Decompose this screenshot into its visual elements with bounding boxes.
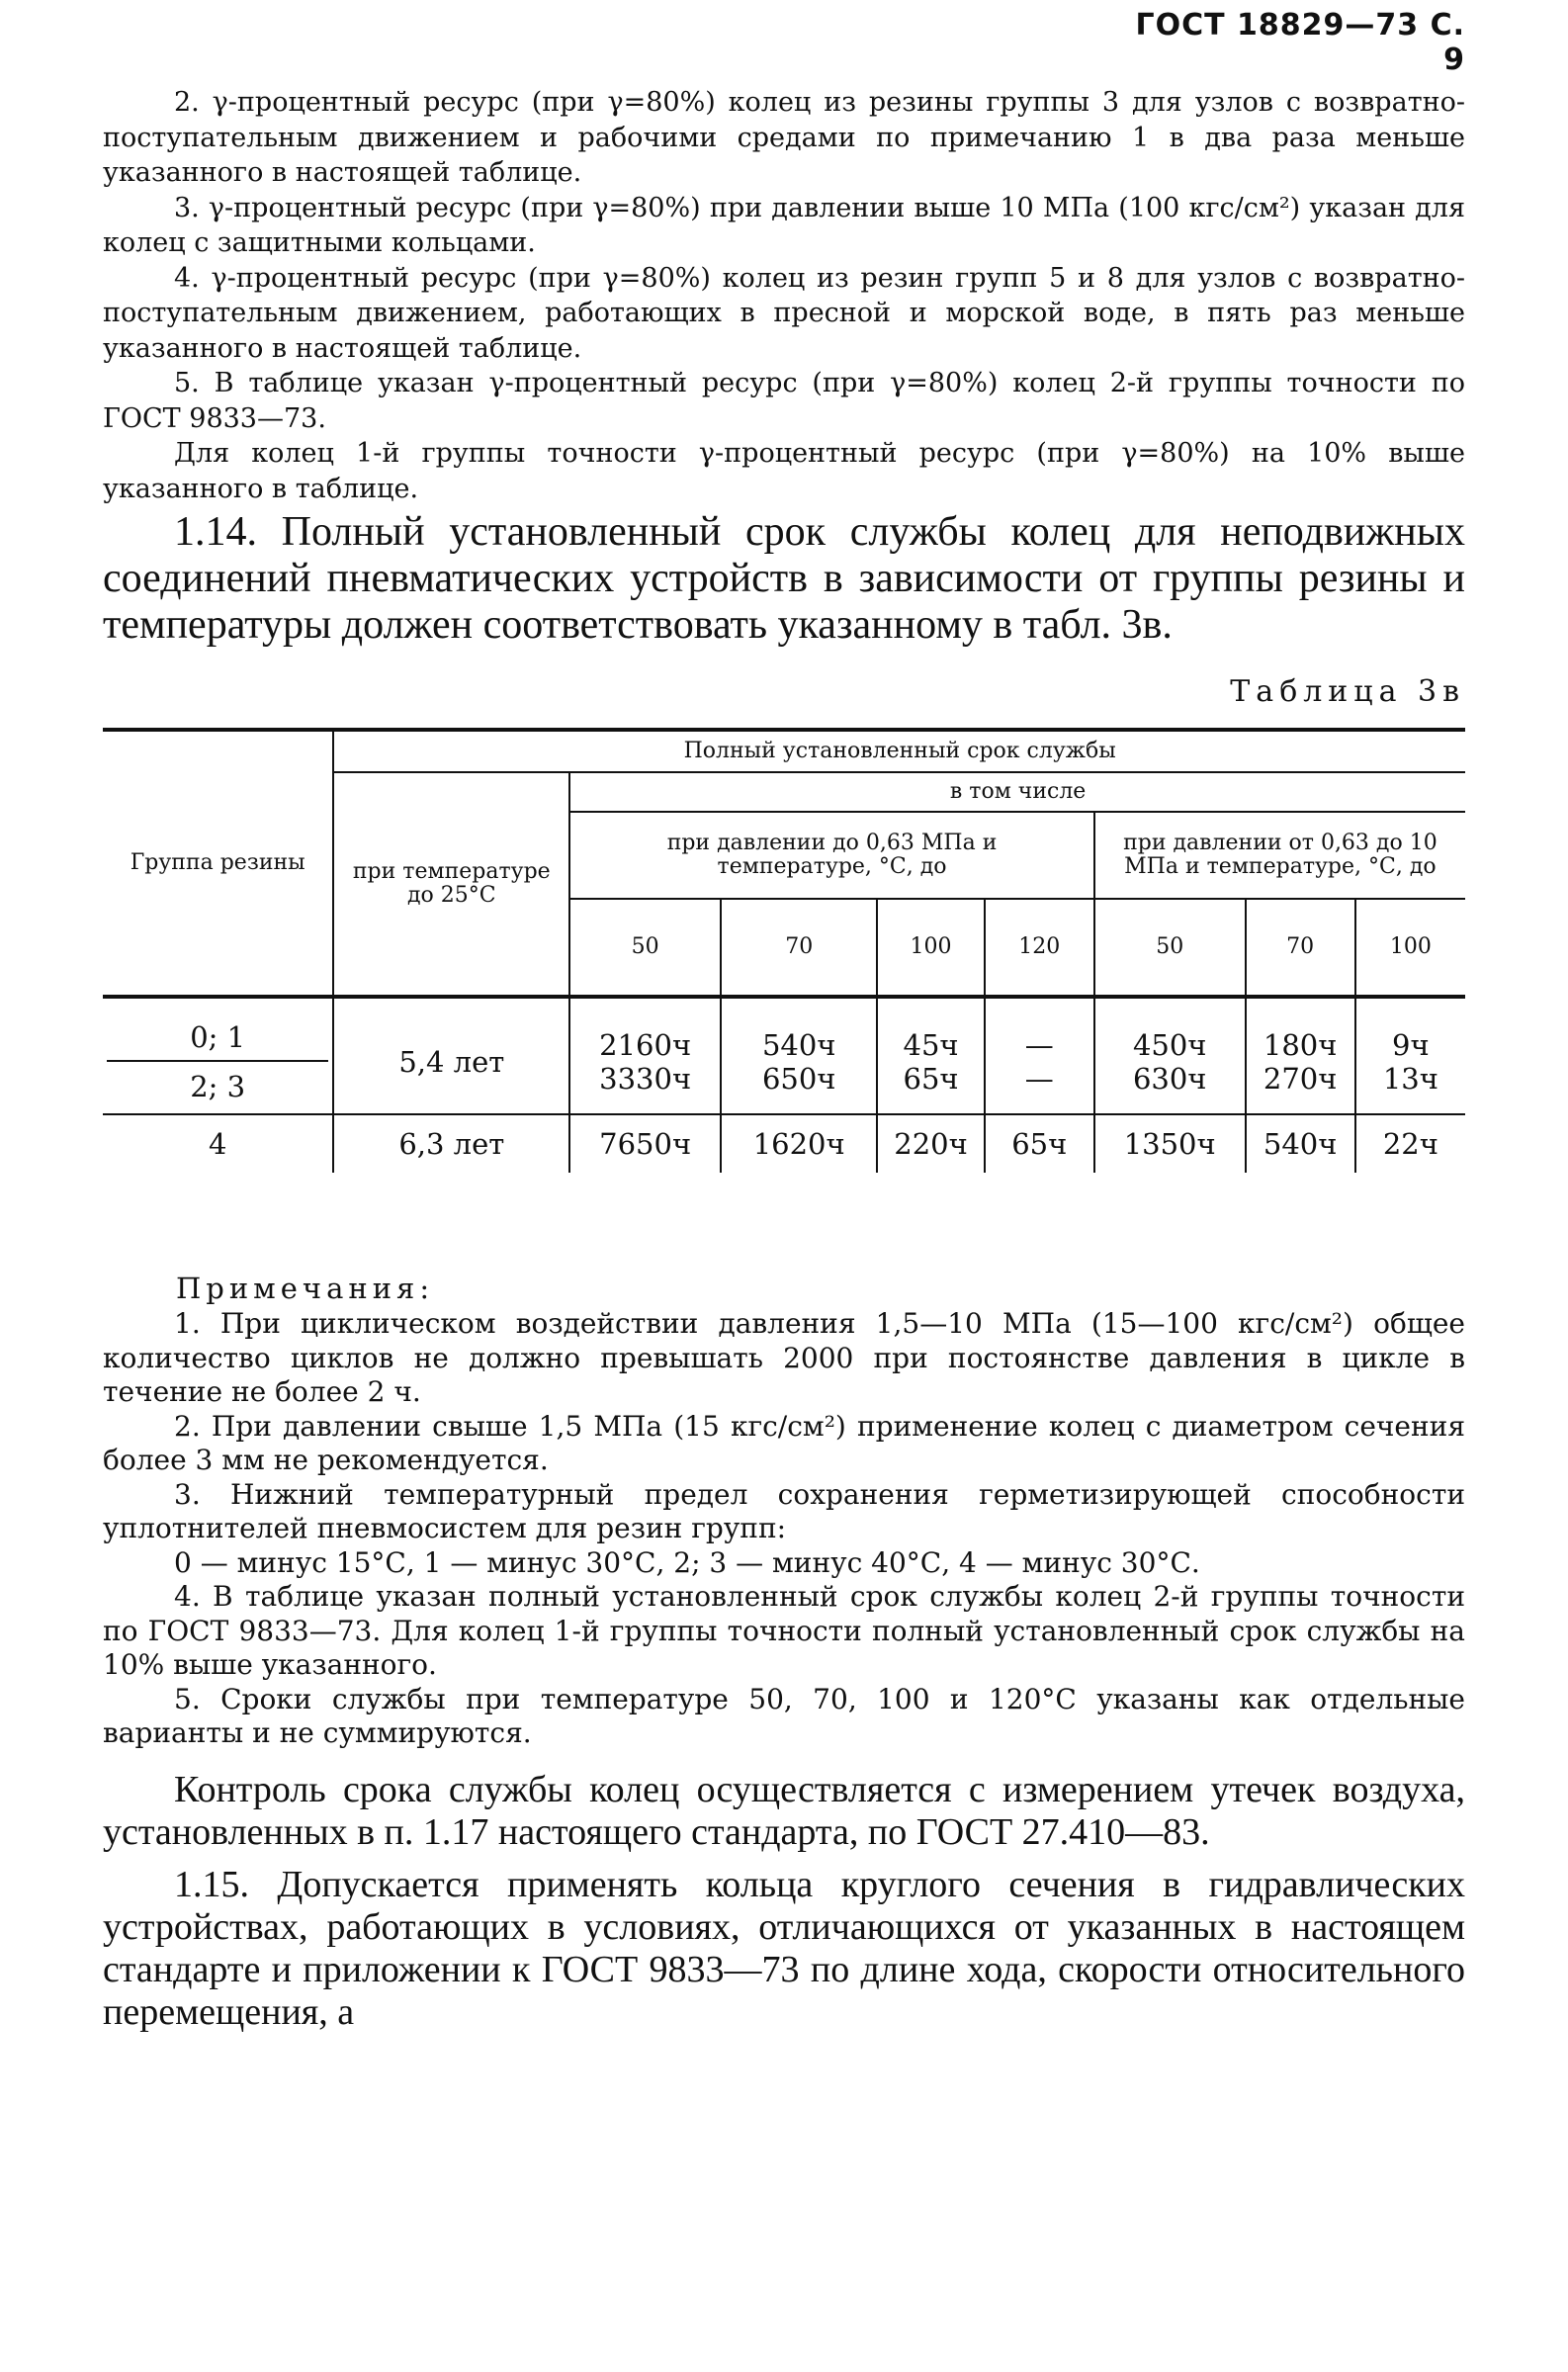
cell-group: 4 xyxy=(103,1114,333,1173)
note-item: 4. В таблице указан полный установленный срок службы колец 2-й группы точности по ГОСТ 9833—73. Для колец 1-й группы точности полный установленный срок службы на 10% выше указанного. xyxy=(103,1580,1465,1681)
cell-value: 65ч xyxy=(985,1114,1094,1173)
note-item: 4. γ-процентный ресурс (при γ=80%) колец из резин групп 5 и 8 для узлов с возвратно-поступательным движением, работающих в пресной и морской воде, в пять раз меньше указанного в настоящей таблице. xyxy=(103,262,1465,364)
col-header-t120: 120 xyxy=(985,899,1094,997)
value-line: 9ч xyxy=(1392,1028,1430,1062)
note-item: 3. Нижний температурный предел сохранения герметизирующей способности уплотнителей пневмосистем для резин групп: xyxy=(103,1477,1465,1544)
group-label: 0; 1 xyxy=(107,1020,328,1062)
cell-value: 22ч xyxy=(1355,1114,1465,1173)
col-header-low-pressure: при давлении до 0,63 МПа и температуре, °С, до xyxy=(569,812,1094,899)
col-header-t70-high: 70 xyxy=(1246,899,1355,997)
cell-value: 1620ч xyxy=(721,1114,877,1173)
note-item: 0 — минус 15°С, 1 — минус 30°С, 2; 3 — минус 40°С, 4 — минус 30°С. xyxy=(174,1545,1200,1579)
col-header-high-pressure: при давлении от 0,63 до 10 МПа и температуре, °С, до xyxy=(1094,812,1465,899)
col-header-t50-high: 50 xyxy=(1094,899,1246,997)
cell-value: 220ч xyxy=(877,1114,984,1173)
note-item: 5. В таблице указан γ-процентный ресурс (при γ=80%) колец 2-й группы точности по ГОСТ 9833—73. xyxy=(103,368,1465,434)
note-item: Для колец 1-й группы точности γ-процентный ресурс (при γ=80%) на 10% выше указанного в таблице. xyxy=(103,438,1465,504)
page-header: ГОСТ 18829—73 С. 9 xyxy=(1135,8,1465,77)
value-line: 630ч xyxy=(1132,1062,1207,1096)
value-line: — xyxy=(1024,1028,1054,1062)
col-header-t50: 50 xyxy=(569,899,721,997)
value-line: 2160ч xyxy=(599,1028,692,1062)
col-header-t70: 70 xyxy=(721,899,877,997)
cell-value xyxy=(1094,997,1246,1114)
value-line: 270ч xyxy=(1263,1062,1338,1096)
cell-value xyxy=(1246,997,1355,1114)
service-life-table xyxy=(103,728,1465,1173)
note-item: 5. Сроки службы при температуре 50, 70, 100 и 120°С указаны как отдельные варианты и не суммируются. xyxy=(103,1682,1465,1749)
cell-value xyxy=(1355,997,1465,1114)
notes-bottom xyxy=(103,1307,1465,1751)
value-line: — xyxy=(1024,1062,1054,1096)
cell-value: 7650ч xyxy=(569,1114,721,1173)
clause-1-14: 1.14. Полный установленный срок службы колец для неподвижных соединений пневматических устройств в зависимости от группы резины и температуры должен соответствовать указанному в табл. 3в. xyxy=(103,509,1465,648)
note-item: 2. При давлении свыше 1,5 МПа (15 кгс/см²) применение колец с диаметром сечения более 3 мм не рекомендуется. xyxy=(103,1409,1465,1476)
note-item: 1. При циклическом воздействии давления 1,5—10 МПа (15—100 кгс/см²) общее количество циклов не должно превышать 2000 при постоянстве давления в цикле в течение не более 2 ч. xyxy=(103,1307,1465,1408)
cell-value: 1350ч xyxy=(1094,1114,1246,1173)
col-header-full-life: Полный установленный срок службы xyxy=(333,730,1465,772)
value-line: 650ч xyxy=(761,1062,836,1096)
cell-value xyxy=(877,997,984,1114)
tail-text xyxy=(103,1769,1465,2044)
cell-temp25: 5,4 лет xyxy=(333,997,569,1114)
col-header-temp25: при температуре до 25°С xyxy=(333,772,569,997)
cell-temp25: 6,3 лет xyxy=(333,1114,569,1173)
value-line: 13ч xyxy=(1382,1062,1438,1096)
cell-value: 540ч xyxy=(1246,1114,1355,1173)
control-paragraph: Контроль срока службы колец осуществляется с измерением утечек воздуха, установленных в п. 1.17 настоящего стандарта, по ГОСТ 27.410—83. xyxy=(103,1769,1465,1853)
value-line: 450ч xyxy=(1132,1028,1207,1062)
col-header-t100-high: 100 xyxy=(1355,899,1465,997)
table-caption: Таблица 3в xyxy=(1230,674,1465,709)
table-row xyxy=(103,1114,1465,1173)
cell-value xyxy=(721,997,877,1114)
clause-1-15: 1.15. Допускается применять кольца круглого сечения в гидравлических устройствах, работающих в условиях, отличающихся от указанных в настоящем стандарте и приложении к ГОСТ 9833—73 по длине хода, скорости относительного перемещения, а xyxy=(103,1864,1465,2033)
col-header-group: Группа резины xyxy=(103,730,333,997)
group-label: 2; 3 xyxy=(190,1070,246,1103)
note-item: 3. γ-процентный ресурс (при γ=80%) при давлении выше 10 МПа (100 кгс/см²) указан для колец с защитными кольцами. xyxy=(103,192,1465,258)
cell-group xyxy=(103,997,333,1114)
notes-top xyxy=(103,85,1465,506)
value-line: 180ч xyxy=(1263,1028,1338,1062)
value-line: 540ч xyxy=(761,1028,836,1062)
cell-value xyxy=(569,997,721,1114)
value-line: 3330ч xyxy=(599,1062,692,1096)
notes-title: Примечания: xyxy=(176,1272,435,1305)
note-item: 2. γ-процентный ресурс (при γ=80%) колец из резины группы 3 для узлов с возвратно-поступательным движением и рабочими средами по примечанию 1 в два раза меньше указанного в настоящей таблице. xyxy=(103,87,1465,188)
col-header-t100: 100 xyxy=(877,899,984,997)
cell-value xyxy=(985,997,1094,1114)
value-line: 45ч xyxy=(903,1028,959,1062)
value-line: 65ч xyxy=(903,1062,959,1096)
col-header-including: в том числе xyxy=(569,772,1465,812)
table-row xyxy=(103,997,1465,1114)
